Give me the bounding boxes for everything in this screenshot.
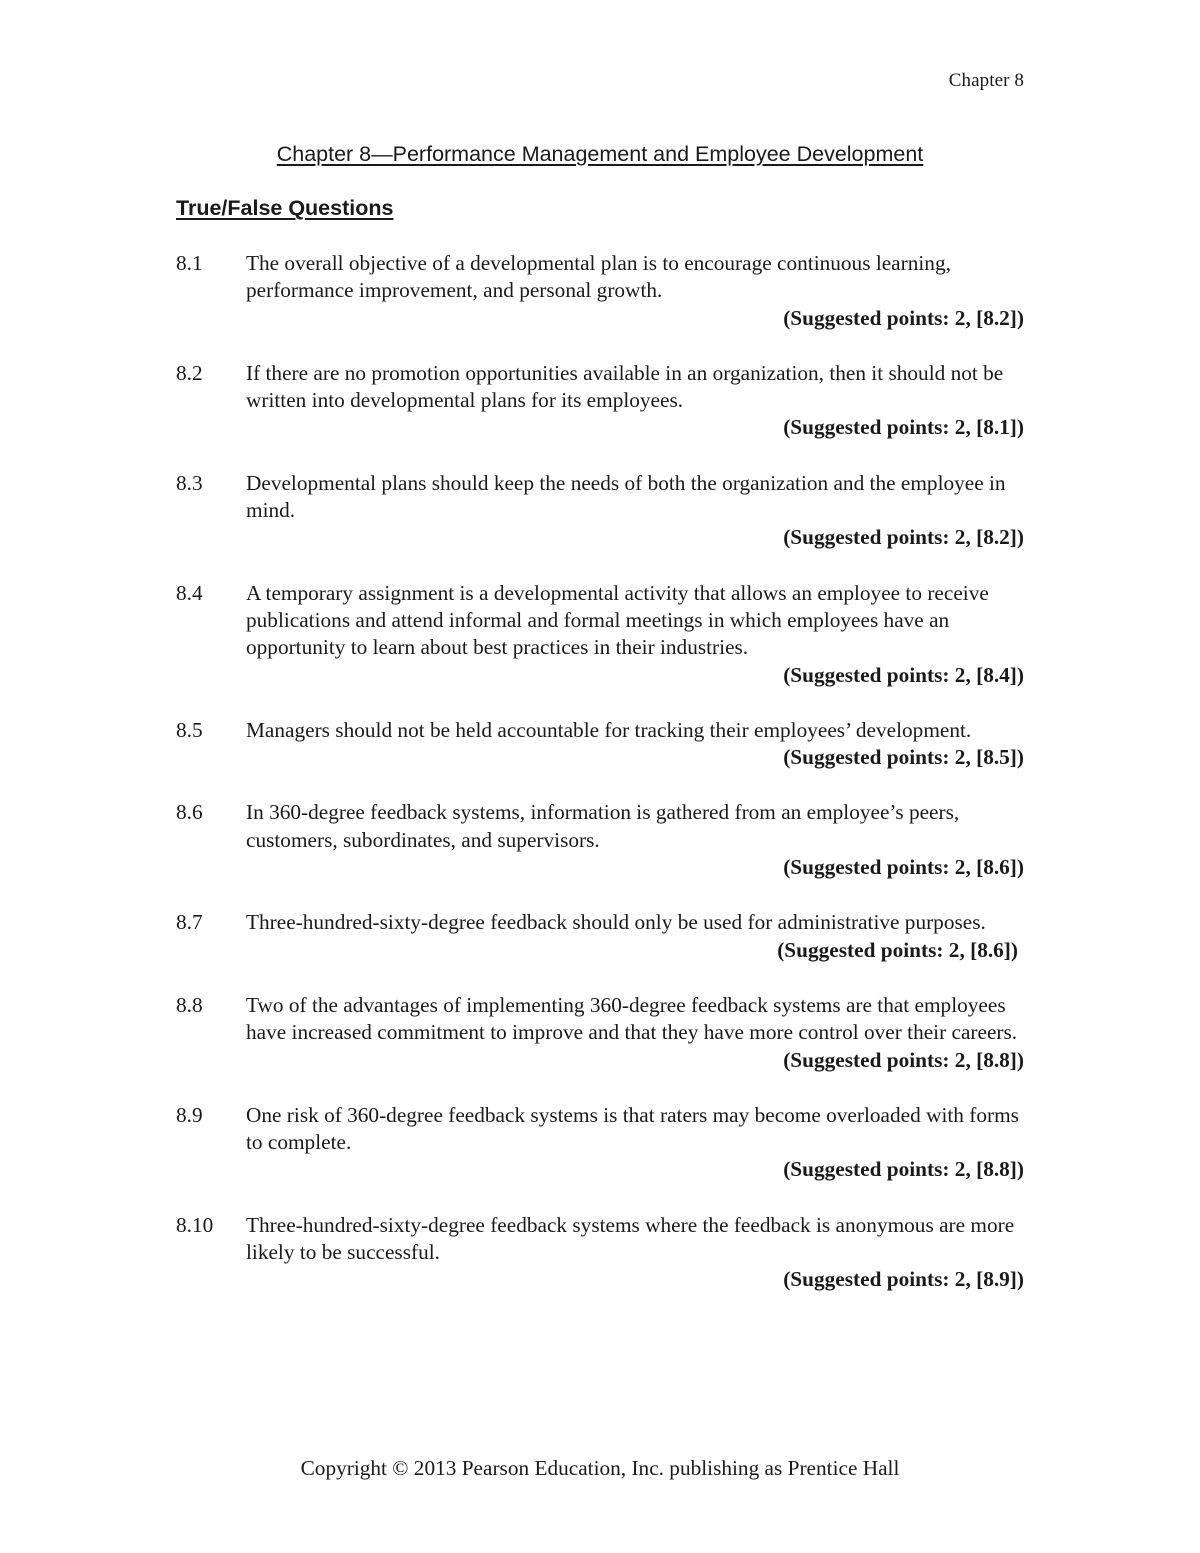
question-number: 8.7: [176, 910, 203, 935]
question-item: [176, 360, 1024, 442]
question-number: 8.5: [176, 717, 203, 742]
question-number: 8.6: [176, 800, 203, 825]
question-number: 8.4: [176, 580, 203, 605]
question-item: [176, 250, 1024, 332]
question-item: [176, 799, 1024, 881]
question-item: [176, 580, 1024, 689]
copyright-footer: Copyright © 2013 Pearson Education, Inc. publishing as Prentice Hall: [300, 1456, 900, 1480]
question-points: (Suggested points: 2, [8.4]): [783, 662, 1024, 687]
question-item: [176, 470, 1024, 552]
question-text: One risk of 360-degree feedback systems is that raters may become overloaded with forms to complete.: [246, 1102, 1019, 1155]
question-number: 8.9: [176, 1102, 203, 1127]
question-points: (Suggested points: 2, [8.1]): [783, 415, 1024, 440]
question-text: Three-hundred-sixty-degree feedback systems where the feedback is anonymous are more likely to be successful.: [246, 1212, 1015, 1265]
question-item: [176, 1212, 1024, 1294]
question-number: 8.3: [176, 470, 203, 495]
question-text: A temporary assignment is a developmental activity that allows an employee to receive publications and attend informal and formal meetings in which employees have an opportunity to learn about best practices in their industries.: [246, 580, 989, 660]
question-points: (Suggested points: 2, [8.8]): [783, 1157, 1024, 1182]
question-points: (Suggested points: 2, [8.5]): [783, 745, 1024, 770]
question-text: Developmental plans should keep the needs of both the organization and the employee in mind.: [246, 470, 1006, 523]
question-text: Three-hundred-sixty-degree feedback should only be used for administrative purposes.: [246, 910, 986, 935]
question-points: (Suggested points: 2, [8.9]): [783, 1267, 1024, 1292]
question-points: (Suggested points: 2, [8.6]): [777, 937, 1018, 962]
chapter-title: Chapter 8—Performance Management and Employee Development: [276, 142, 924, 166]
question-points: (Suggested points: 2, [8.2]): [783, 305, 1024, 330]
question-points: (Suggested points: 2, [8.6]): [783, 855, 1024, 880]
question-item: [176, 909, 1024, 964]
question-text: In 360-degree feedback systems, information is gathered from an employee’s peers, customers, subordinates, and supervisors.: [246, 800, 960, 852]
question-number: 8.8: [176, 992, 203, 1017]
question-list: [176, 250, 1024, 1322]
question-number: 8.10: [176, 1212, 214, 1237]
question-number: 8.1: [176, 251, 203, 275]
question-text: Two of the advantages of implementing 360-degree feedback systems are that employees have increased commitment to improve and that they have more control over their careers.: [246, 992, 1018, 1045]
question-text: Managers should not be held accountable for tracking their employees’ development.: [246, 717, 972, 742]
question-item: [176, 717, 1024, 772]
question-number: 8.2: [176, 360, 203, 385]
question-text: The overall objective of a developmental plan is to encourage continuous learning, performance improvement, and personal growth.: [246, 251, 951, 303]
question-points: (Suggested points: 2, [8.2]): [783, 525, 1024, 550]
question-item: [176, 992, 1024, 1074]
question-points: (Suggested points: 2, [8.8]): [783, 1047, 1024, 1072]
running-head: Chapter 8: [948, 70, 1024, 91]
question-text: If there are no promotion opportunities available in an organization, then it should not be written into developmental plans for its employees.: [246, 360, 1004, 413]
question-item: [176, 1102, 1024, 1184]
section-heading: True/False Questions: [176, 196, 394, 220]
